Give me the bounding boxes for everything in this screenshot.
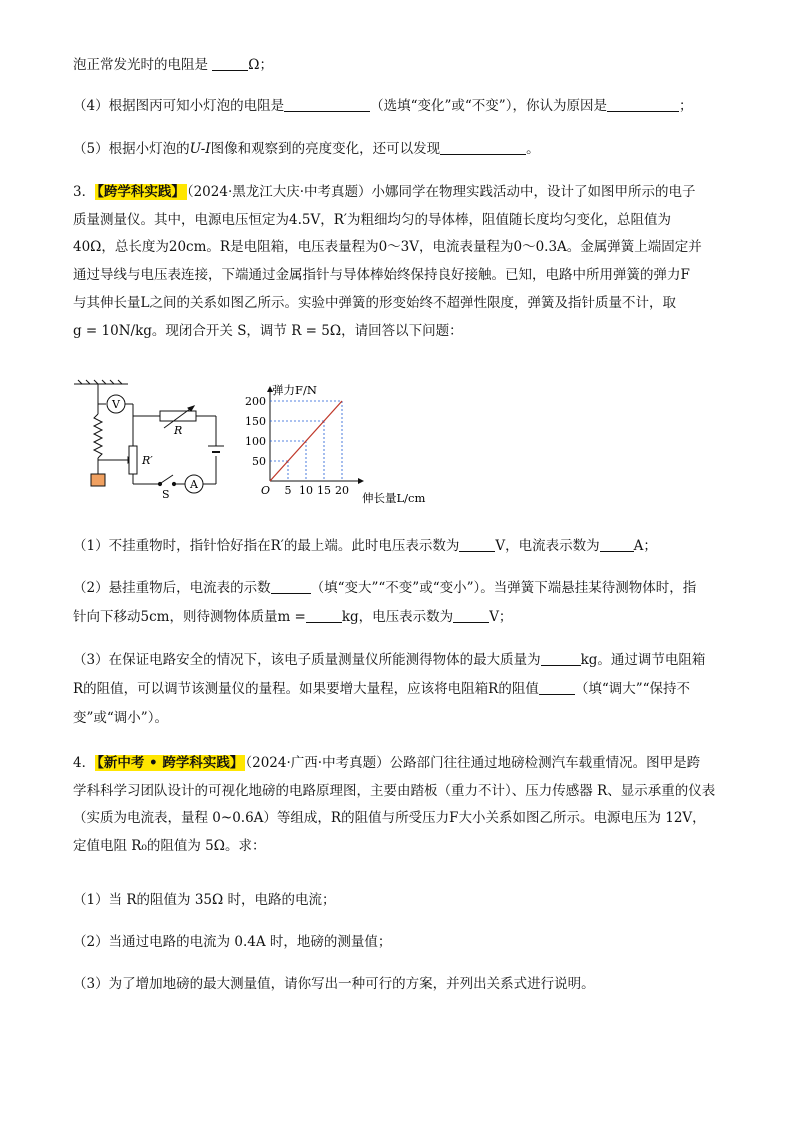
problem-3-question-1: （1）不挂重物时，指针恰好指在R′的最上端。此时电压表示数为 V，电流表示数为 A； [73, 538, 657, 554]
answer-blank[interactable] [212, 56, 248, 71]
answer-blank[interactable] [600, 537, 634, 552]
problem-4-line-2: 学科科学习团队设计的可视化地磅的电路原理图，主要由踏板（重力不计）、压力传感器 R、显示承重的仪表 [73, 783, 716, 799]
answer-blank[interactable] [284, 97, 370, 112]
answer-blank[interactable] [459, 537, 495, 552]
problem-4-question-2: （2）当通过电路的电流为 0.4A 时，地磅的测量值； [73, 934, 392, 950]
prev-line-1: 泡正常发光时的电阻是 Ω； [73, 57, 273, 73]
problem-number: 4． [73, 755, 96, 771]
x-axis-label: 伸长量L/cm [362, 491, 426, 505]
answer-blank[interactable] [440, 140, 526, 155]
y-tick-label: 150 [245, 415, 266, 428]
answer-blank[interactable] [271, 579, 311, 594]
x-tick-label: 15 [317, 484, 331, 497]
problem-3-question-3c: 变”或“调小”）。 [73, 710, 168, 726]
x-axis-arrow [358, 478, 364, 484]
conductor-label: R′ [142, 454, 153, 467]
problem-3-question-3b: R的阻值，可以调节该测量仪的量程。如果要增大量程，应该将电阻箱R的阻值 （填“调大”“保持不 [73, 681, 691, 697]
problem-4-question-3: （3）为了增加地磅的最大测量值，请你写出一种可行的方案，并列出关系式进行说明。 [73, 976, 595, 992]
problem-3-question-3a: （3）在保证电路安全的情况下，该电子质量测量仪所能测得物体的最大质量为 kg。通过调节电阻箱 [73, 652, 706, 668]
problem-4-question-1: （1）当 R的阻值为 35Ω 时，电路的电流； [73, 892, 336, 908]
y-tick-label: 50 [252, 455, 266, 468]
answer-blank[interactable] [607, 97, 679, 112]
problem-3-line-4: 通过导线与电压表连接，下端通过金属指针与导体棒始终保持良好接触。已知，电路中所用弹簧的弹力F [73, 267, 690, 283]
origin-label: O [261, 484, 271, 497]
problem-4-line-1: 4． 【新中考 • 跨学科实践】 （2024·广西·中考真题）公路部门往往通过地磅检测汽车载重情况。图甲是跨 [73, 755, 701, 771]
answer-blank[interactable] [541, 651, 581, 666]
x-tick-label: 5 [284, 484, 292, 497]
y-tick-label: 100 [245, 435, 266, 448]
category-tag: 【新中考 • 跨学科实践】 [97, 755, 244, 771]
problem-3-line-5: 与其伸长量L之间的关系如图乙所示。实验中弹簧的形变始终不超弹性限度，弹簧及指针质量不计，取 [73, 295, 676, 311]
prev-question-5: （5）根据小灯泡的U-I图像和观察到的亮度变化，还可以发现 。 [73, 141, 540, 157]
category-tag: 【跨学科实践】 [97, 184, 185, 200]
problem-3-line-6: g = 10N/kg。现闭合开关 S，调节 R = 5Ω，请回答以下问题： [73, 323, 463, 339]
x-tick-label: 20 [335, 484, 349, 497]
switch-label: S [162, 488, 170, 501]
force-extension-chart [245, 378, 450, 506]
problem-number: 3． [73, 184, 96, 200]
problem-4-line-4: 定值电阻 R₀的阻值为 5Ω。求： [73, 838, 266, 854]
answer-blank[interactable] [453, 608, 489, 623]
voltmeter-label: V [112, 398, 120, 411]
circuit-diagram [70, 378, 240, 501]
answer-blank[interactable] [306, 608, 342, 623]
prev-question-4: （4）根据图丙可知小灯泡的电阻是 （选填“变化”或“不变”），你认为原因是 ； [73, 98, 693, 114]
problem-4-line-3: （实质为电流表，量程 0~0.6A）等组成，R的阻值与所受压力F大小关系如图乙所示。电源电压为 12V， [73, 810, 706, 826]
resistor-box-label: R [174, 424, 183, 437]
answer-blank[interactable] [539, 680, 575, 695]
problem-3-line-1: 3． 【跨学科实践】 （2024·黑龙江大庆·中考真题）小娜同学在物理实践活动中，设计了如图甲所示的电子 [73, 184, 696, 200]
problem-3-line-2: 质量测量仪。其中，电源电压恒定为4.5V，R′为粗细均匀的导体棒，阻值随长度均匀变化，总阻值为 [73, 212, 671, 228]
problem-3-line-3: 40Ω，总长度为20cm。R是电阻箱，电压表量程为0～3V，电流表量程为0～0.3A。金属弹簧上端固定并 [73, 239, 702, 255]
y-axis-label: 弹力F/N [272, 383, 317, 397]
y-tick-label: 200 [245, 395, 266, 408]
problem-3-question-2a: （2）悬挂重物后，电流表的示数 （填“变大”“不变”或“变小”）。当弹簧下端悬挂某待测物体时，指 [73, 580, 697, 596]
problem-3-question-2b: 针向下移动5cm，则待测物体质量m = kg，电压表示数为 V； [73, 609, 513, 625]
ammeter-label: A [190, 478, 198, 491]
x-tick-label: 10 [299, 484, 313, 497]
